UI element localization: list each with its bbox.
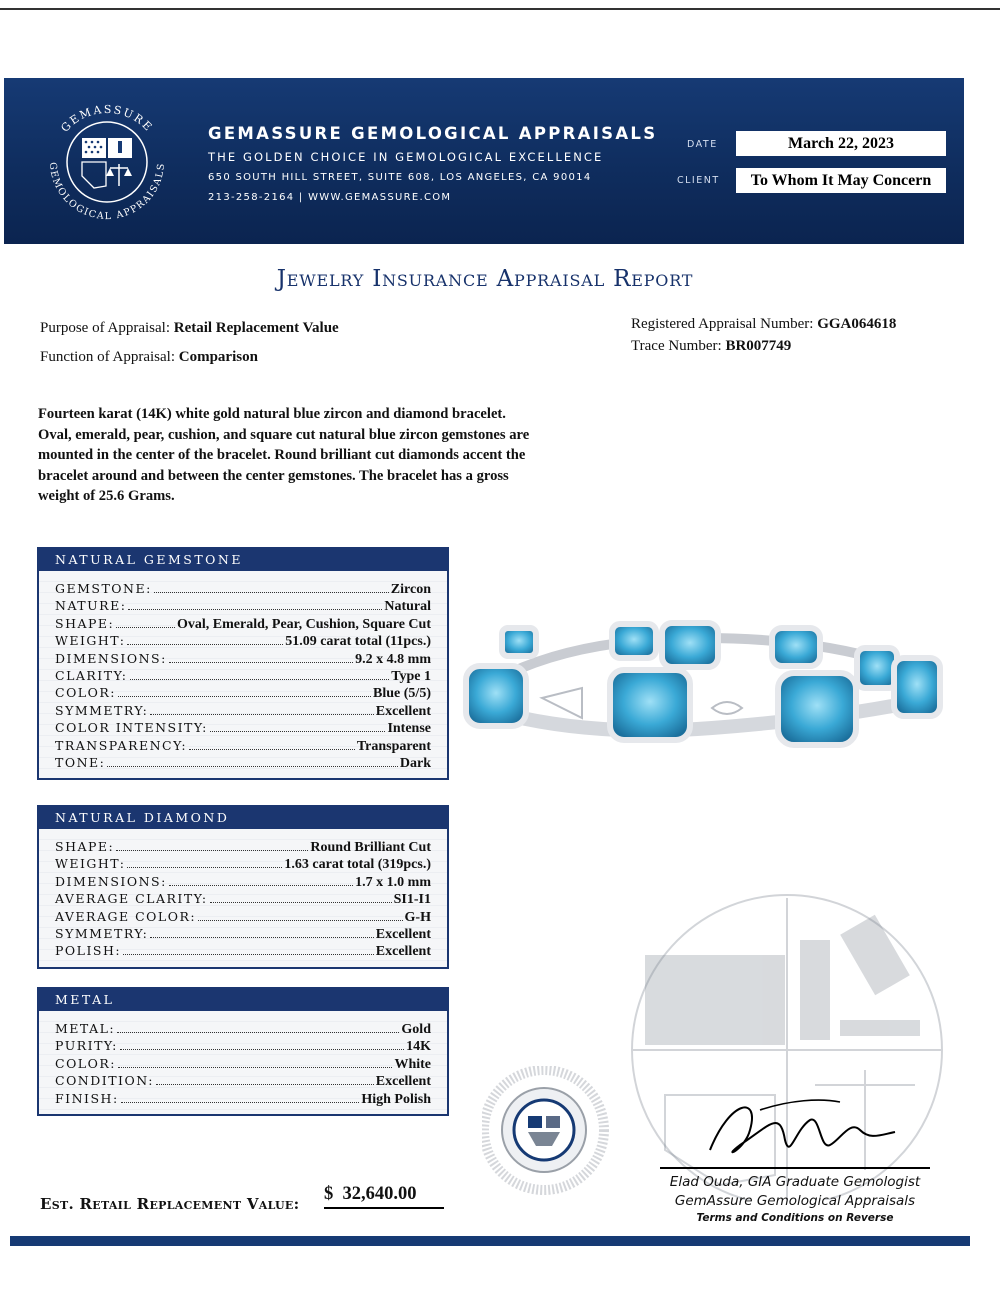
item-description: Fourteen karat (14K) white gold natural blue zircon and diamond bracelet. Oval, emerald, pear, cushion, and square cut natural blue zircon gemstones are mounted in the center of the bracelet. Round brilliant cut diamonds accent the bracelet around and between the center gemstones. The bracelet has a gross weight of 25.6 Grams.: [38, 406, 530, 504]
client-label: CLIENT: [677, 175, 720, 186]
spec-value: Oval, Emerald, Pear, Cushion, Square Cut: [177, 616, 431, 632]
leader-dots: [154, 592, 389, 593]
spec-value: Gold: [401, 1022, 431, 1037]
purpose-line: [40, 320, 339, 337]
spec-value: Excellent: [375, 1074, 431, 1090]
metal-rows: [39, 1011, 447, 1114]
leader-dots: [121, 1102, 360, 1103]
gemassure-seal-logo: [32, 96, 182, 226]
spec-value: Zircon: [390, 582, 431, 597]
leader-dots: [116, 627, 175, 628]
gemstone-heading: NATURAL GEMSTONE: [39, 549, 447, 571]
spec-row: [55, 755, 431, 772]
spec-label: SHAPE:: [55, 839, 115, 854]
header-band: [4, 78, 964, 244]
spec-value: 1.7 x 1.0 mm: [355, 874, 431, 890]
svg-text:GEMOLOGICAL APPRAISALS: GEMOLOGICAL APPRAISALS: [46, 161, 168, 223]
purpose-label: Purpose of Appraisal:: [40, 320, 170, 336]
spec-row: [55, 926, 431, 943]
spec-row: [55, 874, 431, 891]
spec-row: [55, 1056, 431, 1073]
footer-bar: [10, 1236, 970, 1246]
spec-value: SI1-I1: [393, 892, 431, 908]
spec-value: G-H: [404, 909, 431, 925]
spec-value: Intense: [387, 721, 431, 737]
spec-value: Excellent: [375, 926, 431, 942]
purpose-value: Retail Replacement Value: [173, 320, 339, 336]
spec-label: DIMENSIONS:: [55, 650, 167, 666]
leader-dots: [169, 662, 353, 663]
spec-value: White: [394, 1056, 431, 1072]
spec-label: GEMSTONE:: [55, 581, 152, 596]
spec-value: Excellent: [375, 703, 431, 719]
spec-value: Round Brilliant Cut: [310, 840, 431, 855]
gemstone-panel: [37, 547, 449, 780]
spec-row: [55, 738, 431, 755]
metal-heading: METAL: [39, 989, 447, 1011]
spec-row: [55, 685, 431, 702]
leader-dots: [107, 766, 398, 767]
spec-label: AVERAGE CLARITY:: [55, 891, 208, 907]
spec-row: [55, 668, 431, 685]
spec-row: [55, 616, 431, 633]
leader-dots: [150, 937, 373, 938]
gemstone-rows: [39, 571, 447, 778]
spec-row: [55, 1038, 431, 1055]
spec-row: [55, 1021, 431, 1038]
spec-row: [55, 909, 431, 926]
spec-label: TONE:: [55, 754, 106, 770]
hologram-seal-sticker: [482, 1066, 612, 1206]
spec-row: [55, 720, 431, 737]
spec-label: COLOR:: [55, 685, 116, 701]
leader-dots: [118, 696, 371, 697]
spec-label: METAL:: [55, 1021, 116, 1036]
date-label: DATE: [687, 139, 718, 150]
function-value: Comparison: [178, 349, 258, 365]
spec-label: SYMMETRY:: [55, 702, 149, 718]
spec-row: [55, 856, 431, 873]
diamond-panel: [37, 805, 449, 969]
spec-label: COLOR INTENSITY:: [55, 720, 208, 736]
spec-row: [55, 943, 431, 960]
leader-dots: [123, 954, 374, 955]
spec-row: [55, 891, 431, 908]
client-field: To Whom It May Concern: [736, 168, 946, 193]
leader-dots: [210, 902, 392, 903]
spec-value: Natural: [384, 599, 431, 615]
leader-dots: [116, 850, 308, 851]
spec-value: Blue (5/5): [373, 686, 431, 702]
leader-dots: [130, 679, 390, 680]
leader-dots: [120, 1049, 404, 1050]
leader-dots: [189, 749, 355, 750]
spec-row: [55, 651, 431, 668]
spec-label: FINISH:: [55, 1090, 119, 1106]
registered-value: GGA064618: [817, 316, 897, 332]
spec-value: Type 1: [391, 668, 431, 684]
spec-value: Excellent: [375, 944, 431, 960]
spec-label: CLARITY:: [55, 667, 128, 683]
spec-value: 1.63 carat total (319pcs.): [284, 857, 431, 873]
leader-dots: [156, 1084, 374, 1085]
company-tagline: THE GOLDEN CHOICE IN GEMOLOGICAL EXCELLENCE: [208, 150, 604, 164]
function-label: Function of Appraisal:: [40, 349, 175, 365]
signer-company: GemAssure Gemological Appraisals: [674, 1193, 916, 1209]
terms-note: Terms and Conditions on Reverse: [696, 1212, 894, 1224]
signature-line: [660, 1167, 930, 1169]
leader-dots: [150, 714, 373, 715]
company-contact: 213-258-2164 | WWW.GEMASSURE.COM: [208, 192, 452, 203]
company-name: GEMASSURE GEMOLOGICAL APPRAISALS: [208, 124, 658, 143]
value-amount: $ 32,640.00: [324, 1184, 444, 1209]
signer-name: Elad Ouda, GIA Graduate Gemologist: [669, 1174, 921, 1190]
bracelet-photo: [462, 618, 952, 778]
leader-dots: [127, 867, 282, 868]
spec-label: POLISH:: [55, 943, 122, 959]
spec-label: WEIGHT:: [55, 633, 126, 649]
leader-dots: [127, 644, 283, 645]
diamond-rows: [39, 829, 447, 967]
metal-panel: [37, 987, 449, 1116]
spec-row: [55, 839, 431, 856]
spec-row: [55, 598, 431, 615]
registered-line: [631, 316, 896, 333]
spec-value: High Polish: [361, 1091, 431, 1107]
spec-value: Dark: [399, 755, 431, 771]
company-block: [208, 124, 657, 203]
spec-value: 14K: [406, 1039, 431, 1055]
date-field: March 22, 2023: [736, 131, 946, 156]
value-label: Est. Retail Replacement Value:: [40, 1195, 300, 1213]
leader-dots: [128, 609, 382, 610]
spec-label: WEIGHT:: [55, 856, 126, 872]
registered-label: Registered Appraisal Number:: [631, 316, 814, 332]
leader-dots: [118, 1067, 392, 1068]
leader-dots: [117, 1032, 399, 1033]
leader-dots: [210, 731, 386, 732]
report-title: Jewelry Insurance Appraisal Report: [276, 266, 694, 292]
leader-dots: [198, 920, 402, 921]
spec-row: [55, 1091, 431, 1108]
spec-row: [55, 703, 431, 720]
scan-edge-line: [0, 8, 1000, 10]
spec-row: [55, 1073, 431, 1090]
spec-label: NATURE:: [55, 598, 127, 614]
spec-row: [55, 633, 431, 650]
spec-label: AVERAGE COLOR:: [55, 908, 197, 924]
spec-label: CONDITION:: [55, 1073, 154, 1089]
diamond-heading: NATURAL DIAMOND: [39, 807, 447, 829]
spec-value: 9.2 x 4.8 mm: [355, 651, 431, 667]
function-line: [40, 349, 258, 366]
leader-dots: [169, 885, 353, 886]
handwritten-signature: [700, 1090, 900, 1170]
spec-label: DIMENSIONS:: [55, 873, 167, 889]
company-address: 650 SOUTH HILL STREET, SUITE 608, LOS ANGELES, CA 90014: [208, 172, 592, 183]
spec-row: [55, 581, 431, 598]
trace-label: Trace Number:: [631, 338, 722, 354]
spec-label: PURITY:: [55, 1038, 118, 1054]
spec-label: TRANSPARENCY:: [55, 737, 188, 753]
spec-label: SYMMETRY:: [55, 925, 149, 941]
spec-value: 51.09 carat total (11pcs.): [285, 634, 431, 650]
spec-label: COLOR:: [55, 1055, 116, 1071]
trace-line: [631, 338, 791, 355]
spec-label: SHAPE:: [55, 615, 115, 631]
svg-text:GEMASSURE: GEMASSURE: [58, 102, 156, 135]
spec-value: Transparent: [356, 738, 431, 754]
trace-value: BR007749: [725, 338, 792, 354]
